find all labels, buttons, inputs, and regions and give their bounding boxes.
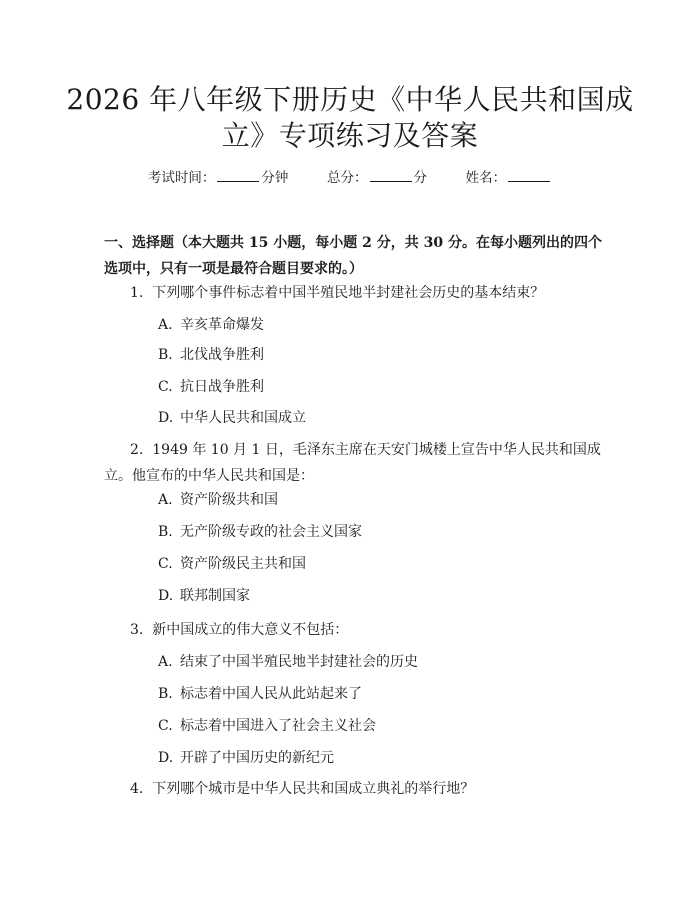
option-a: [158, 315, 264, 335]
option-b: [158, 345, 264, 365]
name-blank: [508, 169, 550, 182]
question-text: 新中国成立的伟大意义不包括：: [152, 622, 349, 638]
option-text: 无产阶级专政的社会主义国家: [180, 524, 362, 540]
time-label: 考试时间：: [147, 170, 216, 186]
option-c: [158, 554, 306, 574]
option-letter: B.: [158, 524, 173, 540]
option-c: [158, 377, 264, 397]
question-text: 下列哪个城市是中华人民共和国成立典礼的举行地？: [152, 781, 475, 797]
option-b: [158, 522, 362, 542]
option-text: 中华人民共和国成立: [180, 410, 306, 426]
option-letter: A.: [158, 317, 173, 333]
exam-meta: [0, 168, 700, 188]
option-text: 结束了中国半殖民地半封建社会的历史: [180, 654, 418, 670]
option-letter: B.: [158, 347, 173, 363]
question-number: 3.: [130, 622, 144, 638]
option-text: 开辟了中国历史的新纪元: [180, 750, 334, 766]
option-d: [158, 586, 250, 606]
option-a: [158, 490, 278, 510]
option-a: [158, 652, 418, 672]
option-letter: A.: [158, 654, 173, 670]
option-c: [158, 716, 376, 736]
option-letter: C.: [158, 556, 173, 572]
question-number: 4.: [130, 781, 144, 797]
score-label: 总分：: [327, 170, 368, 186]
option-text: 标志着中国进入了社会主义社会: [180, 718, 376, 734]
option-letter: A.: [158, 492, 173, 508]
question-4: [104, 776, 604, 802]
name-label: 姓名：: [465, 170, 507, 186]
option-d: [158, 408, 306, 428]
question-stem: [104, 437, 604, 489]
score-unit: 分: [413, 170, 427, 186]
option-text: 资产阶级民主共和国: [180, 556, 306, 572]
option-letter: C.: [158, 718, 173, 734]
option-b: [158, 684, 362, 704]
option-text: 联邦制国家: [180, 588, 250, 604]
option-letter: D.: [158, 750, 174, 766]
option-d: [158, 748, 334, 768]
option-letter: D.: [158, 588, 174, 604]
page-title-line-1: 2026 年八年级下册历史《中华人民共和国成: [66, 83, 634, 116]
question-stem: [104, 280, 604, 306]
question-text: 1949 年 10 月 1 日，毛泽东主席在天安门城楼上宣告中华人民共和国成立。他宣布的中华人民共和国是：: [104, 442, 601, 484]
option-text: 抗日战争胜利: [180, 379, 264, 395]
question-2: [104, 437, 604, 489]
time-blank: [217, 169, 259, 182]
question-3: [104, 617, 604, 643]
option-text: 资产阶级共和国: [180, 492, 278, 508]
section-heading: 一、选择题（本大题共 15 小题，每小题 2 分，共 30 分。在每小题列出的四个选项中，只有一项是最符合题目要求的。）: [104, 235, 602, 277]
option-letter: B.: [158, 686, 173, 702]
time-unit: 分钟: [261, 170, 289, 186]
question-stem: [104, 617, 604, 643]
option-text: 标志着中国人民从此站起来了: [180, 686, 362, 702]
option-text: 辛亥革命爆发: [180, 317, 264, 333]
option-letter: C.: [158, 379, 173, 395]
score-blank: [370, 169, 412, 182]
option-text: 北伐战争胜利: [180, 347, 264, 363]
question-stem: [104, 776, 604, 802]
question-text: 下列哪个事件标志着中国半殖民地半封建社会历史的基本结束？: [152, 285, 545, 301]
question-number: 2.: [130, 442, 144, 458]
page-title-line-2: 立》专项练习及答案: [221, 119, 479, 152]
option-letter: D.: [158, 410, 174, 426]
question-number: 1.: [130, 285, 144, 301]
question-1: [104, 280, 604, 306]
